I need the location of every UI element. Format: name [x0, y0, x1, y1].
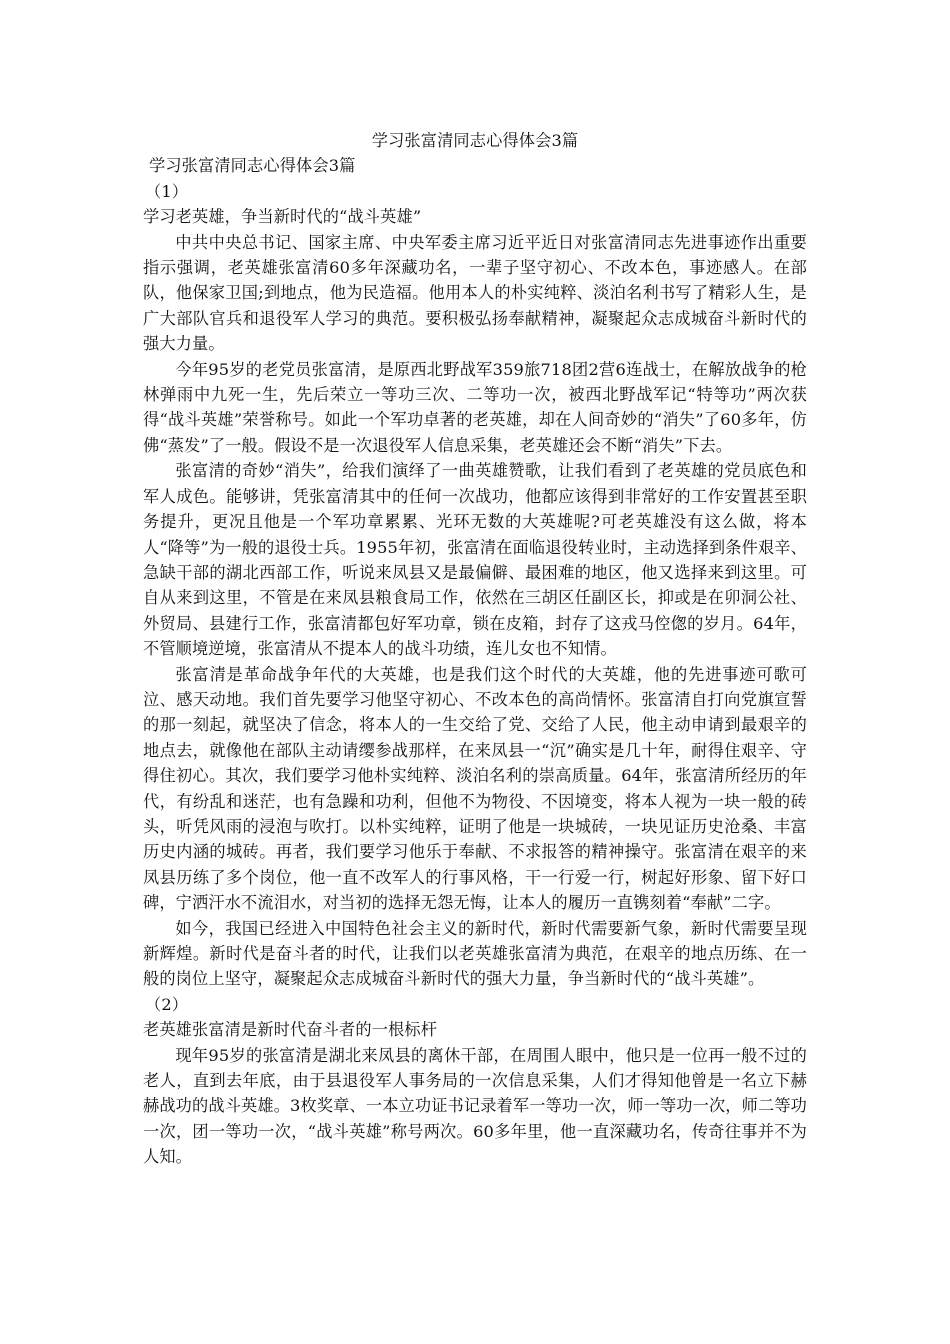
paragraph: 张富清的奇妙“消失”，给我们演绎了一曲英雄赞歌，让我们看到了老英雄的党员底色和军人成色。能够讲，凭张富清其中的任何一次战功，他都应该得到非常好的工作安置甚至职务提升，更况且他是一个军功章累累、光环无数的大英雄呢?可老英雄没有这么做，将本人“降等”为一般的退役士兵。1955年初，张富清在面临退役转业时，主动选择到条件艰辛、急缺干部的湖北西部工作，听说来凤县又是最偏僻、最困难的地区，他又选择来到这里。可自从来到这里，不管是在来凤县粮食局工作，依然在三胡区任副区长，抑或是在卯洞公社、外贸局、县建行工作，张富清都包好军功章，锁在皮箱，封存了这戎马倥偬的岁月。64年，不管顺境逆境，张富清从不提本人的战斗功绩，连儿女也不知情。	[143, 461, 807, 659]
document-page	[143, 128, 807, 1170]
section-2	[143, 992, 807, 1170]
section-heading: 学习老英雄，争当新时代的“战斗英雄”	[143, 207, 422, 227]
section-number: （1）	[145, 181, 189, 201]
document-subtitle: 学习张富清同志心得体会3篇	[149, 156, 356, 176]
section-1	[143, 179, 807, 992]
paragraph: 现年95岁的张富清是湖北来凤县的离休干部，在周围人眼中，他只是一位再一般不过的老人，直到去年底，由于县退役军人事务局的一次信息采集，人们才得知他曾是一名立下赫赫战功的战斗英雄。3枚奖章、一本立功证书记录着军一等功一次，师一等功一次，师二等功一次，团一等功一次，“战斗英雄”称号两次。60多年里，他一直深藏功名，传奇往事并不为人知。	[143, 1045, 807, 1167]
paragraph: 张富清是革命战争年代的大英雄，也是我们这个时代的大英雄，他的先进事迹可歌可泣、感天动地。我们首先要学习他坚守初心、不改本色的高尚情怀。张富清自打向党旗宣誓的那一刻起，就坚决了信念，将本人的一生交给了党、交给了人民，他主动申请到最艰辛的地点去，就像他在部队主动请缨参战那样，在来凤县一“沉”确实是几十年，耐得住艰辛、守得住初心。其次，我们要学习他朴实纯粹、淡泊名利的崇高质量。64年，张富清所经历的年代，有纷乱和迷茫，也有急躁和功利，但他不为物役、不因境变，将本人视为一块一般的砖头，听凭风雨的浸泡与吹打。以朴实纯粹，证明了他是一块城砖，一块见证历史沧桑、丰富历史内涵的城砖。再者，我们要学习他乐于奉献、不求报答的精神操守。张富清在艰辛的来凤县历练了多个岗位，他一直不改军人的行事风格，干一行爱一行，树起好形象、留下好口碑，宁洒汗水不流泪水，对当初的选择无怨无悔，让本人的履历一直镌刻着“奉献”二字。	[143, 664, 807, 913]
paragraph: 中共中央总书记、国家主席、中央军委主席习近平近日对张富清同志先进事迹作出重要指示强调，老英雄张富清60多年深藏功名，一辈子坚守初心、不改本色，事迹感人。在部队，他保家卫国;到地点，他为民造福。他用本人的朴实纯粹、淡泊名利书写了精彩人生，是广大部队官兵和退役军人学习的典范。要积极弘扬奉献精神，凝聚起众志成城奋斗新时代的强大力量。	[143, 232, 807, 354]
section-heading: 老英雄张富清是新时代奋斗者的一根标杆	[143, 1020, 438, 1040]
section-number: （2）	[145, 994, 189, 1014]
document-title: 学习张富清同志心得体会3篇	[371, 131, 579, 150]
paragraph: 今年95岁的老党员张富清，是原西北野战军359旅718团2营6连战士，在解放战争的枪林弹雨中九死一生，先后荣立一等功三次、二等功一次，被西北野战军记“特等功”两次获得“战斗英雄”荣誉称号。如此一个军功卓著的老英雄，却在人间奇妙的“消失”了60多年，仿佛“蒸发”了一般。假设不是一次退役军人信息采集，老英雄还会不断“消失”下去。	[143, 359, 807, 455]
paragraph: 如今，我国已经进入中国特色社会主义的新时代，新时代需要新气象，新时代需要呈现新辉煌。新时代是奋斗者的时代，让我们以老英雄张富清为典范，在艰辛的地点历练、在一般的岗位上坚守，凝聚起众志成城奋斗新时代的强大力量，争当新时代的“战斗英雄”。	[143, 918, 807, 989]
